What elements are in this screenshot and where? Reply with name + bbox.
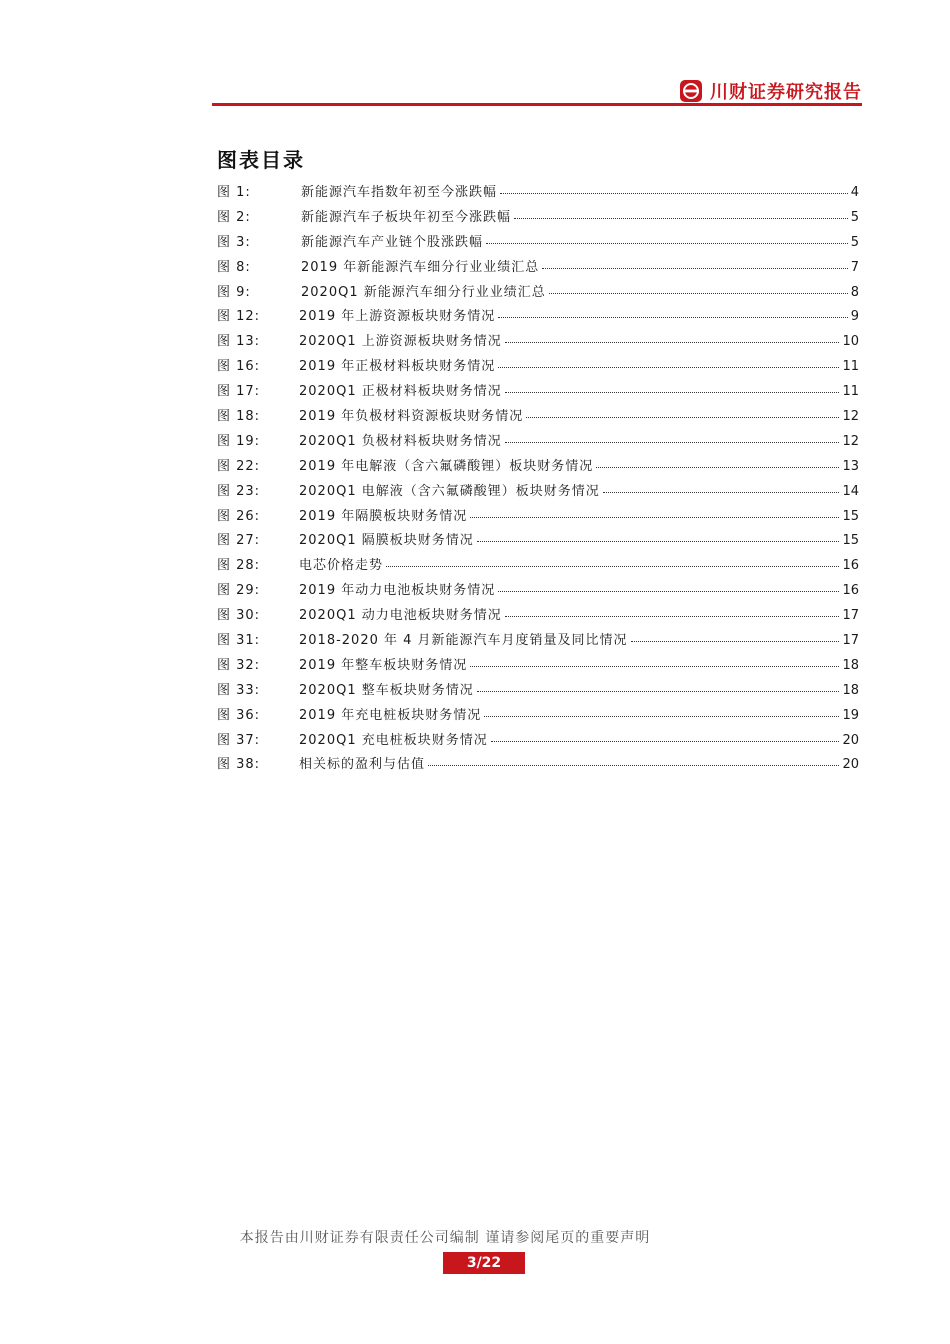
toc-dot-leader	[484, 706, 839, 717]
toc-entry[interactable]	[217, 206, 859, 231]
toc-title: 图表目录	[217, 148, 305, 172]
toc-dot-leader	[428, 755, 839, 766]
toc-entry-title: 2020Q1 隔膜板块财务情况	[299, 533, 474, 549]
toc-entry-title: 2020Q1 充电桩板块财务情况	[299, 732, 488, 748]
toc-dot-leader	[477, 681, 840, 692]
toc-entry-label: 图 8:	[217, 259, 251, 275]
toc-entry-title: 2020Q1 电解液（含六氟磷酸锂）板块财务情况	[299, 483, 600, 499]
toc-entry[interactable]	[217, 729, 859, 754]
toc-entry-title: 2019 年负极材料资源板块财务情况	[299, 409, 524, 425]
toc-entry[interactable]	[217, 330, 859, 355]
toc-entry-title: 2019 年电解液（含六氟磷酸锂）板块财务情况	[299, 458, 594, 474]
toc-entry-label: 图 32:	[217, 657, 261, 673]
toc-entry[interactable]	[217, 305, 859, 330]
toc-entry[interactable]	[217, 679, 859, 704]
toc-entry-page: 9	[850, 309, 859, 325]
toc-entry[interactable]	[217, 629, 859, 654]
toc-entry-page: 20	[842, 732, 859, 748]
toc-entry-title: 2020Q1 整车板块财务情况	[299, 682, 474, 698]
toc-entry-label: 图 31:	[217, 633, 261, 649]
toc-entry-label: 图 16:	[217, 359, 261, 375]
toc-entry[interactable]	[217, 380, 859, 405]
toc-entry-label: 图 17:	[217, 384, 261, 400]
toc-dot-leader	[498, 581, 839, 592]
toc-entry-label: 图 13:	[217, 334, 261, 350]
toc-entry-title: 2020Q1 新能源汽车细分行业业绩汇总	[301, 284, 546, 300]
toc-dot-leader	[596, 457, 839, 468]
toc-entry-page: 5	[850, 234, 859, 250]
toc-entry[interactable]	[217, 505, 859, 530]
toc-entry[interactable]	[217, 753, 859, 778]
toc-entry[interactable]	[217, 430, 859, 455]
toc-entry-label: 图 33:	[217, 682, 261, 698]
toc-entry-page: 8	[850, 284, 859, 300]
toc-entry-page: 13	[842, 458, 859, 474]
toc-dot-leader	[498, 357, 839, 368]
toc-entry[interactable]	[217, 181, 859, 206]
toc-entry-title: 相关标的盈利与估值	[299, 757, 426, 773]
toc-entry-label: 图 36:	[217, 707, 261, 723]
toc-entry[interactable]	[217, 704, 859, 729]
toc-entry-page: 5	[850, 209, 859, 225]
toc-entry-label: 图 22:	[217, 458, 261, 474]
toc-entry-title: 2019 年整车板块财务情况	[299, 657, 468, 673]
chuancai-logo-icon	[680, 80, 702, 102]
toc-entry-title: 2019 年充电桩板块财务情况	[299, 707, 482, 723]
toc-entry-page: 19	[842, 707, 859, 723]
toc-entry-label: 图 28:	[217, 558, 261, 574]
toc-dot-leader	[386, 556, 839, 567]
page-header	[212, 70, 862, 106]
toc-dot-leader	[498, 307, 848, 318]
toc-entry-page: 15	[842, 508, 859, 524]
toc-entry[interactable]	[217, 554, 859, 579]
toc-entry-title: 2019 年动力电池板块财务情况	[299, 583, 496, 599]
toc-entry-label: 图 12:	[217, 309, 261, 325]
toc-dot-leader	[505, 332, 840, 343]
toc-entry-title: 2019 年隔膜板块财务情况	[299, 508, 468, 524]
toc-entry-page: 12	[842, 409, 859, 425]
toc-entry-label: 图 19:	[217, 433, 261, 449]
toc-entry-title: 2020Q1 上游资源板块财务情况	[299, 334, 502, 350]
toc-entry-page: 18	[842, 682, 859, 698]
toc-entry[interactable]	[217, 281, 859, 306]
toc-entry-page: 10	[842, 334, 859, 350]
header-rule	[212, 103, 862, 106]
toc-entry-page: 12	[842, 433, 859, 449]
toc-dot-leader	[505, 432, 840, 443]
toc-entry-title: 2018-2020 年 4 月新能源汽车月度销量及同比情况	[299, 633, 628, 649]
toc-entry[interactable]	[217, 231, 859, 256]
toc-entry-page: 17	[842, 633, 859, 649]
toc-entry[interactable]	[217, 579, 859, 604]
toc-dot-leader	[470, 656, 839, 667]
toc-entry-label: 图 38:	[217, 757, 261, 773]
toc-entry-page: 14	[842, 483, 859, 499]
toc-entry-page: 16	[842, 558, 859, 574]
toc-entry-label: 图 9:	[217, 284, 251, 300]
toc-entry-title: 2019 年新能源汽车细分行业业绩汇总	[301, 259, 540, 275]
toc-dot-leader	[526, 407, 839, 418]
toc-entry-title: 2019 年正极材料板块财务情况	[299, 359, 496, 375]
toc-dot-leader	[603, 482, 840, 493]
toc-entry-title: 新能源汽车子板块年初至今涨跌幅	[301, 209, 512, 225]
toc-dot-leader	[491, 731, 840, 742]
toc-entry-page: 17	[842, 608, 859, 624]
toc-entry-page: 15	[842, 533, 859, 549]
toc-entry-page: 20	[842, 757, 859, 773]
toc-entry-title: 2020Q1 正极材料板块财务情况	[299, 384, 502, 400]
figure-list	[217, 181, 859, 778]
toc-entry-page: 11	[842, 384, 859, 400]
toc-entry-page: 18	[842, 657, 859, 673]
toc-entry-title: 2019 年上游资源板块财务情况	[299, 309, 496, 325]
toc-entry-page: 11	[842, 359, 859, 375]
toc-entry[interactable]	[217, 529, 859, 554]
toc-entry-page: 7	[850, 259, 859, 275]
footer-disclaimer: 本报告由川财证券有限责任公司编制 谨请参阅尾页的重要声明	[239, 1230, 651, 1246]
toc-entry-title: 电芯价格走势	[299, 558, 384, 574]
brand	[680, 78, 862, 104]
toc-entry-label: 图 27:	[217, 533, 261, 549]
toc-entry-label: 图 1:	[217, 185, 251, 200]
toc-entry-title: 新能源汽车指数年初至今涨跌幅	[301, 185, 498, 200]
toc-entry-label: 图 26:	[217, 508, 261, 524]
toc-entry[interactable]	[217, 480, 859, 505]
toc-entry-label: 图 2:	[217, 209, 251, 225]
toc-entry[interactable]	[217, 355, 859, 380]
toc-entry[interactable]	[217, 405, 859, 430]
toc-entry-label: 图 23:	[217, 483, 261, 499]
toc-dot-leader	[505, 382, 840, 393]
brand-name: 川财证券研究报告	[710, 82, 862, 103]
toc-entry-page: 16	[842, 583, 859, 599]
toc-entry[interactable]	[217, 455, 859, 480]
toc-entry-label: 图 3:	[217, 234, 251, 250]
toc-entry-page: 4	[850, 185, 859, 200]
toc-entry-title: 新能源汽车产业链个股涨跌幅	[301, 234, 484, 250]
toc-entry-title: 2020Q1 动力电池板块财务情况	[299, 608, 502, 624]
toc-entry-label: 图 37:	[217, 732, 261, 748]
toc-entry-label: 图 29:	[217, 583, 261, 599]
toc-dot-leader	[470, 507, 839, 518]
toc-dot-leader	[542, 258, 848, 269]
toc-entry-label: 图 30:	[217, 608, 261, 624]
toc-dot-leader	[631, 631, 840, 642]
toc-dot-leader	[500, 183, 848, 194]
toc-entry[interactable]	[217, 654, 859, 679]
toc-dot-leader	[549, 283, 848, 294]
toc-entry[interactable]	[217, 604, 859, 629]
page-number: 3/22	[443, 1252, 525, 1274]
toc-entry[interactable]	[217, 256, 859, 281]
toc-dot-leader	[514, 208, 848, 219]
toc-dot-leader	[486, 233, 848, 244]
toc-entry-title: 2020Q1 负极材料板块财务情况	[299, 433, 502, 449]
toc-dot-leader	[477, 531, 840, 542]
toc-dot-leader	[505, 606, 840, 617]
toc-entry-label: 图 18:	[217, 409, 261, 425]
